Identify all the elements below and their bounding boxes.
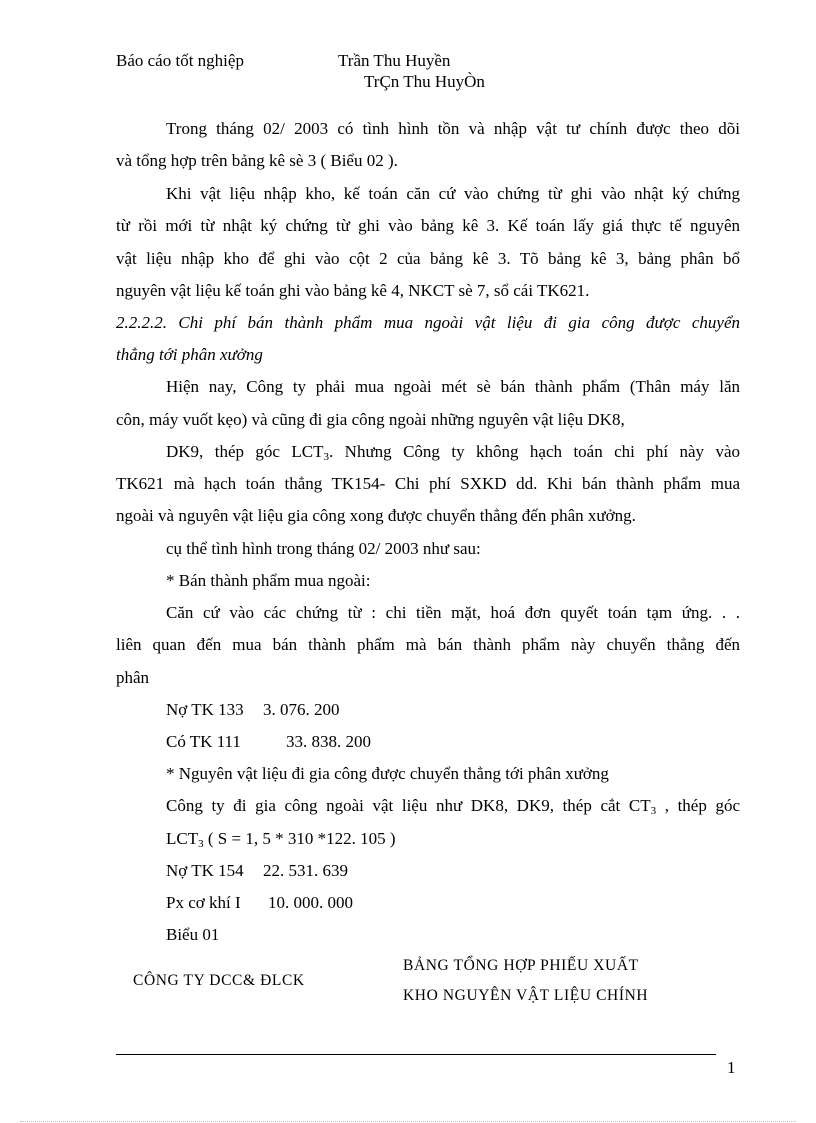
entry-value: 3. 076. 200 [263, 700, 340, 719]
paragraph-line: phân [116, 668, 150, 687]
header-author-garbled: TrÇn Thu HuyÒn [364, 72, 485, 91]
footer-rule [116, 1054, 716, 1055]
entry-value: 10. 000. 000 [268, 893, 353, 912]
paragraph-line: liên quan đến mua bán thành phẩm mà bán thành phẩm này chuyển thẳng đến [116, 635, 740, 654]
paragraph-line: ngoài và nguyên vật liệu gia công xong được chuyển thẳng đến phân xưởng. [116, 506, 636, 525]
paragraph-line: côn, máy vuốt kẹo) và cũng đi gia công ngoài những nguyên vật liệu DK8, [116, 410, 625, 429]
paragraph-line: Khi vật liệu nhập kho, kế toán căn cứ vào chứng từ ghi vào nhật ký chứng [166, 184, 740, 203]
paragraph-line: Căn cứ vào các chứng từ : chi tiền mặt, hoá đơn quyết toán tạm ứng. . . [166, 603, 740, 622]
paragraph-line: $LCT_3$ ( S = 1, 5 * 310 *122. 105 ) [166, 829, 396, 850]
paragraph-line: nguyên vật liệu kế toán ghi vào bảng kê 4, NKCT sè 7, sổ cái TK621. [116, 281, 590, 300]
entry-value: 33. 838. 200 [286, 732, 371, 751]
section-heading: 2.2.2.2. Chi phí bán thành phẩm mua ngoài vật liệu đi gia công được chuyển [116, 313, 740, 332]
paragraph-line: Trong tháng 02/ 2003 có tình hình tồn và nhập vật tư chính được theo dõi [166, 119, 740, 138]
entry-label: Px cơ khí I [166, 893, 241, 912]
entry-label: Nợ TK 154 [166, 861, 244, 880]
paragraph-line: và tổng hợp trên bảng kê sè 3 ( Biểu 02 ). [116, 151, 398, 170]
company-name: CÔNG TY DCC& ĐLCK [133, 972, 305, 989]
table-title: BẢNG TỔNG HỢP PHIẾU XUẤT [403, 957, 639, 974]
bullet-line: * Nguyên vật liệu đi gia công được chuyển thẳng tới phân xưởng [166, 764, 609, 783]
bullet-line: * Bán thành phẩm mua ngoài: [166, 571, 371, 590]
paragraph-line: từ rồi mới từ nhật ký chứng từ ghi vào bảng kê 3. Kế toán lấy giá thực tế nguyên [116, 216, 740, 235]
paragraph-line: DK9, thép góc $LCT_3$. Nhưng Công ty không hạch toán chi phí này vào [166, 442, 740, 463]
table-title: KHO NGUYÊN VẬT LIỆU CHÍNH [403, 987, 649, 1004]
entry-value: 22. 531. 639 [263, 861, 348, 880]
paragraph-line: TK621 mà hạch toán thẳng TK154- Chi phí SXKD dd. Khi bán thành phẩm mua [116, 474, 740, 493]
page-number: 1 [727, 1058, 736, 1077]
section-heading: thẳng tới phân xưởng [116, 345, 263, 364]
paragraph-line: cụ thể tình hình trong tháng 02/ 2003 như sau: [166, 539, 481, 558]
paragraph-line: vật liệu nhập kho để ghi vào cột 2 của bảng kê 3. Tõ bảng kê 3, bảng phân bổ [116, 249, 740, 268]
header-left: Báo cáo tốt nghiệp [116, 51, 244, 70]
entry-label: Nợ TK 133 [166, 700, 244, 719]
paragraph-line: Công ty đi gia công ngoài vật liệu như DK8, DK9, thép cắt $CT_3$ , thép góc [166, 796, 740, 817]
figure-label: Biểu 01 [166, 925, 220, 944]
header-author: Trần Thu Huyền [338, 51, 451, 70]
entry-label: Có TK 111 [166, 732, 241, 751]
page-edge-divider [20, 1121, 796, 1122]
paragraph-line: Hiện nay, Công ty phải mua ngoài mét sè bán thành phẩm (Thân máy lăn [166, 377, 740, 396]
